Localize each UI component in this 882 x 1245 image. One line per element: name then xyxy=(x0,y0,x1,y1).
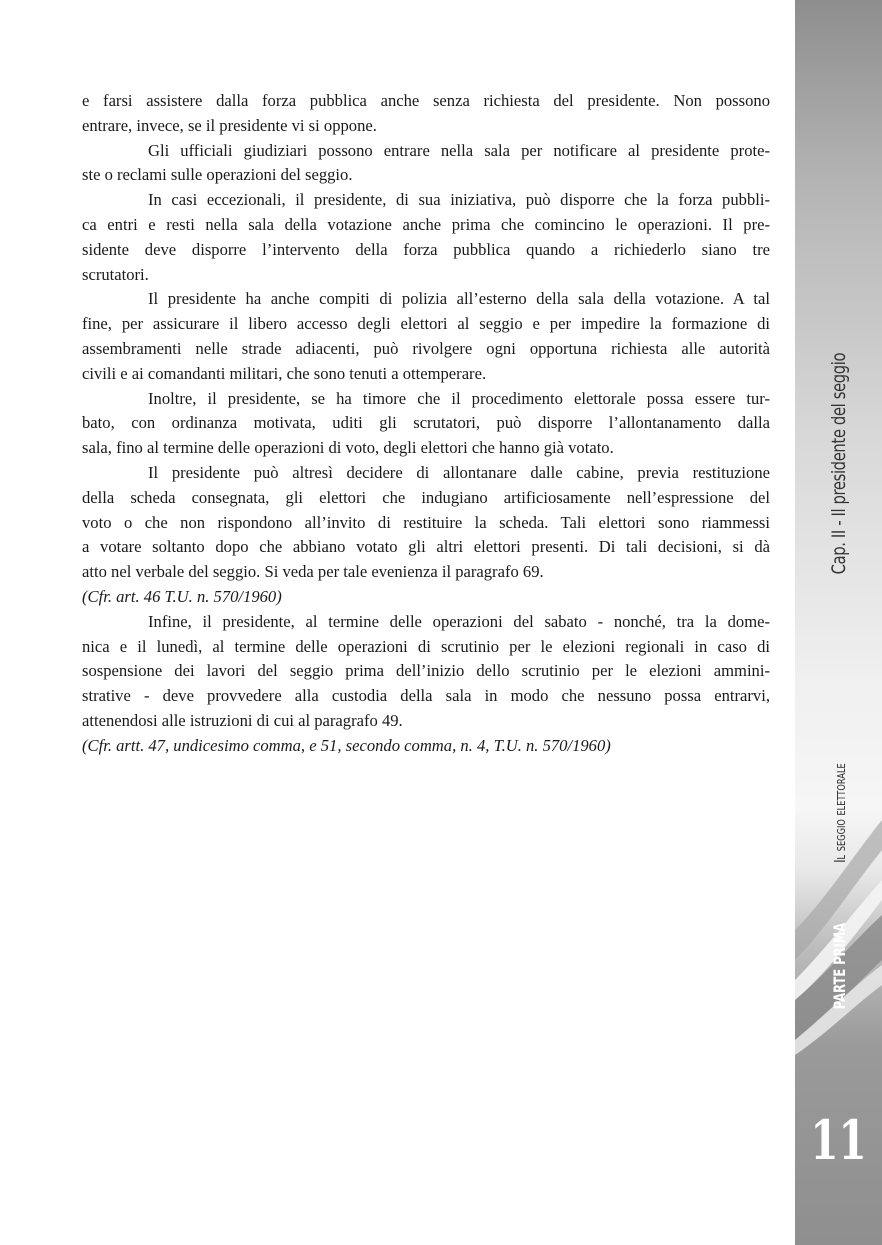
paragraph-line: Il presidente può altresì decidere di allontanare dalle cabine, previa restituzione xyxy=(148,462,770,482)
wave-decoration xyxy=(795,0,882,1245)
body-text xyxy=(82,89,770,759)
paragraph-line: strative - deve provvedere alla custodia della sala in modo che nessuno possa entrarvi, xyxy=(82,686,770,706)
paragraph-line: e farsi assistere dalla forza pubblica anche senza richiesta del presidente. Non possono xyxy=(82,91,770,110)
paragraph-line: sidente deve disporre l’intervento della forza pubblica quando a richiederlo siano tre xyxy=(82,239,770,259)
paragraph-line: attenendosi alle istruzioni di cui al paragrafo 49. xyxy=(82,710,403,730)
paragraph-line: della scheda consegnata, gli elettori che indugiano artificiosamente nell’espressione del xyxy=(82,487,770,507)
chapter-title: Cap. II - Il presidente del seggio xyxy=(828,352,850,575)
part-title: PARTE PRIMA xyxy=(830,922,849,1010)
paragraph-line: a votare soltanto dopo che abbiano votato gli altri elettori presenti. Di tali decisioni, si dà xyxy=(82,537,770,557)
paragraph-line: Inoltre, il presidente, se ha timore che il procedimento elettorale possa essere tur- xyxy=(148,388,770,408)
citation-line: (Cfr. artt. 47, undicesimo comma, e 51, secondo comma, n. 4, T.U. n. 570/1960) xyxy=(82,735,611,755)
paragraph-line: civili e ai comandanti militari, che sono tenuti a ottemperare. xyxy=(82,363,487,383)
page-number: 11 xyxy=(810,1108,867,1172)
paragraph-line: bato, con ordinanza motivata, uditi gli scrutatori, può disporre l’allontanamento dalla xyxy=(82,413,770,433)
section-title: Il seggio elettorale xyxy=(831,763,849,863)
paragraph-line: Il presidente ha anche compiti di polizia all’esterno della sala della votazione. A tal xyxy=(148,289,770,309)
paragraph-line: atto nel verbale del seggio. Si veda per tale evenienza il paragrafo 69. xyxy=(82,562,544,582)
paragraph-line: nica e il lunedì, al termine delle operazioni di scrutinio per le elezioni regionali in caso di xyxy=(82,636,770,656)
paragraph-line: entrare, invece, se il presidente vi si oppone. xyxy=(82,115,377,135)
paragraph-line: Gli ufficiali giudiziari possono entrare nella sala per notificare al presidente prote- xyxy=(148,140,770,160)
chapter-sidebar xyxy=(795,0,882,1245)
paragraph-line: ste o reclami sulle operazioni del seggio. xyxy=(82,165,353,185)
paragraph-line: ca entri e resti nella sala della votazione anche prima che comincino le operazioni. Il pre- xyxy=(82,214,770,234)
paragraph-line: sala, fino al termine delle operazioni di voto, degli elettori che hanno già votato. xyxy=(82,438,614,458)
paragraph-line: voto o che non rispondono all’invito di restituire la scheda. Tali elettori sono riammessi xyxy=(82,512,770,532)
paragraph-line: fine, per assicurare il libero accesso degli elettori al seggio e per impedire la formazione di xyxy=(82,314,770,334)
paragraph-line: assembramenti nelle strade adiacenti, può rivolgere ogni opportuna richiesta alle autorità xyxy=(82,338,770,358)
paragraph-line: Infine, il presidente, al termine delle operazioni del sabato - nonché, tra la dome- xyxy=(148,611,770,631)
paragraph-line: sospensione dei lavori del seggio prima dell’inizio dello scrutinio per le elezioni ammini- xyxy=(82,661,770,681)
paragraph-line: In casi eccezionali, il presidente, di sua iniziativa, può disporre che la forza pubbli- xyxy=(148,190,770,210)
paragraph-line: scrutatori. xyxy=(82,264,149,284)
citation-line: (Cfr. art. 46 T.U. n. 570/1960) xyxy=(82,586,282,606)
